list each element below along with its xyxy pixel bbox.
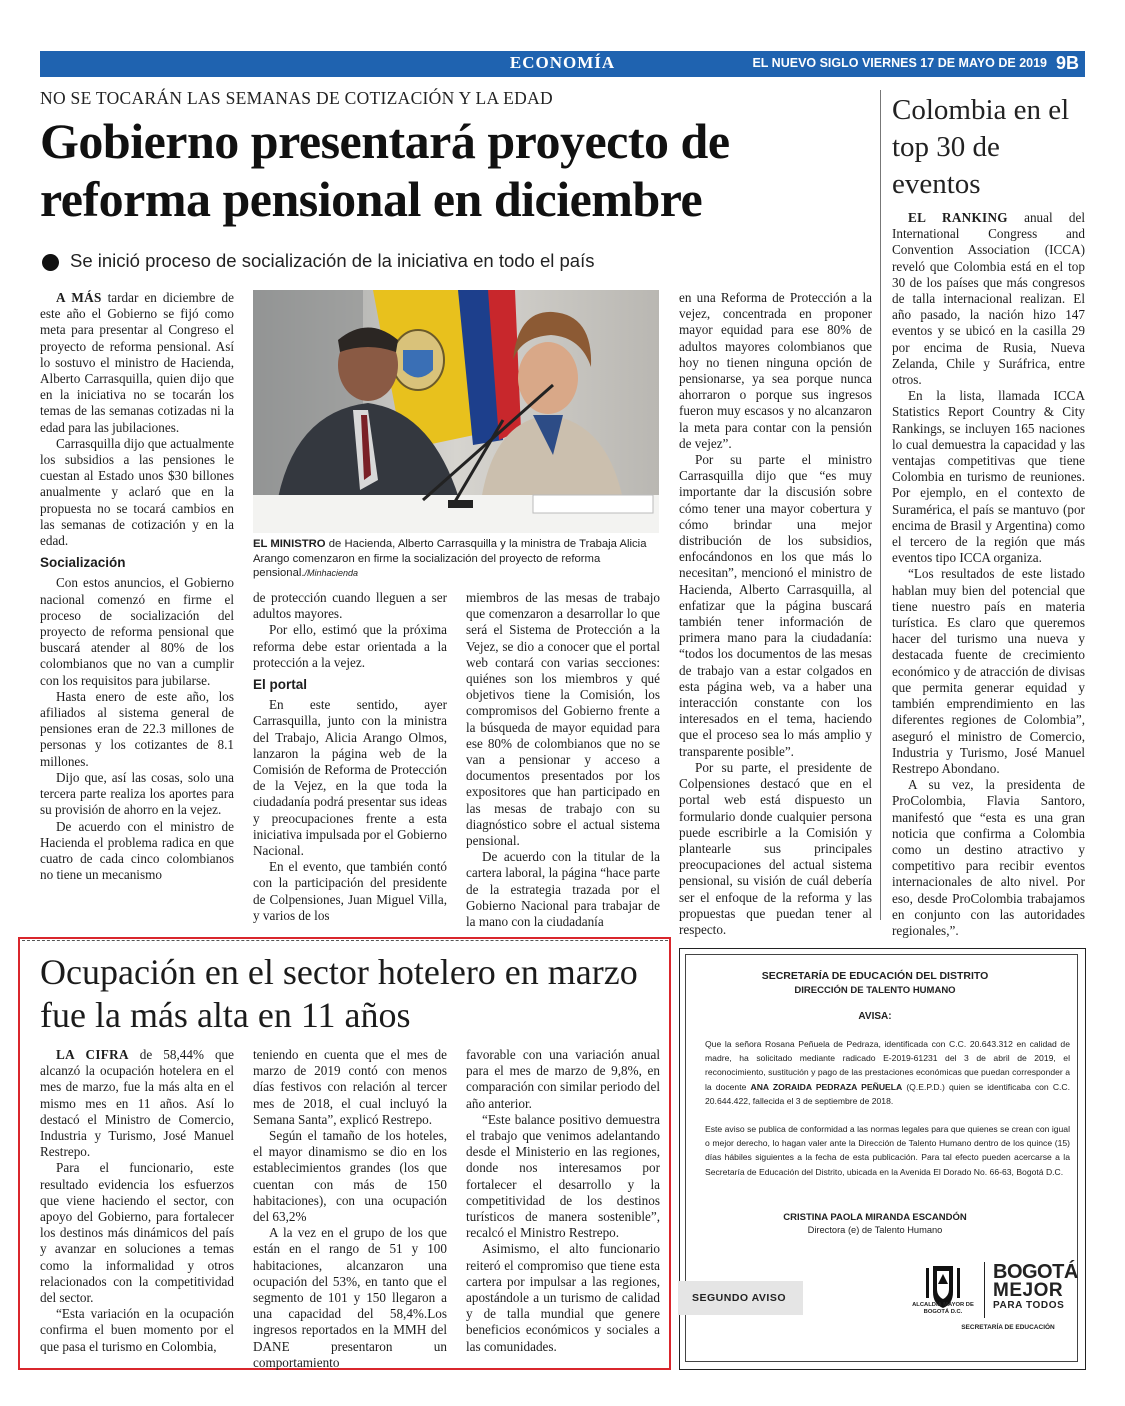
notice-paragraph-1 [705,1037,1070,1108]
ministers-photo-illustration [253,290,659,533]
notice-title: AVISA: [858,1011,892,1022]
main-headline: Gobierno presentará proyecto de reforma pensional en diciembre [40,113,730,227]
paragraph: Dijo que, así las cosas, solo una tercera parte realiza los aportes para su provisión de ahorro en la vejez. [40,769,234,818]
paragraph: “Este balance positivo demuestra el trabajo que venimos adelantando desde el Ministerio en las regiones, donde nos interesamos por fortalecer el desarrollo y la competitividad de los destinos turísticos de manera sostenible”, recalcó el Ministro Restrepo. [466,1111,660,1241]
hotel-column-2 [253,1047,447,1371]
subheading: El portal [253,677,308,693]
section-header-bar [40,51,1085,77]
paragraph: en una Reforma de Protección a la vejez, concentrada en proponer mayor equidad para ese 80% de adultos mayores colombianos que hoy no tienen ninguna opción de pensionarse, ya sea porque nunca ahorraron o porque sus ingresos fueron muy escasos y no alcanzaron la meta para contar con la pensión de vejez”. [679,290,872,451]
sidebar-headline: Colombia en el top 30 de eventos [892,94,1070,200]
paragraph: Por ello, estimó que la próxima reforma debe estar orientada a la protección a la vejez. [253,622,447,670]
notice-signer: CRISTINA PAOLA MIRANDA ESCANDÓN [783,1212,967,1223]
paragraph: tardar en diciembre de este año el Gobierno se fijó como meta para presentar al Congreso el proyecto de reforma pensional. Así lo sostuvo el ministro de Hacienda, Alberto Carrasquilla, quien dijo que en la iniciativa no se tocarán los temas de las semanas cotizadas ni la edad para las jubilaciones. [40,290,234,435]
section-name: ECONOMÍA [509,53,616,72]
alcaldia-label: ALCALDÍA MAYOR DE BOGOTÁ D.C. [912,1302,974,1315]
paragraph: Carrasquilla dijo que actualmente los subsidios a las pensiones le cuestan al Estado unos $30 billones anualmente y aclaró que en la propuesta no se tocará cambios en las semanas de cotización y en la edad. [40,435,234,549]
paragraph: de protección cuando lleguen a ser adultos mayores. [253,590,447,622]
paragraph: A la vez en el grupo de los que están en el rango de 51 y 100 habitaciones, alcanzaron una ocupación del 53%, en tanto que el segmento de 101 y 150 llegaron a una capacidad del 58,4%.Los ingresos reportados en la MMH del DANE presentaron un comportamiento [253,1225,447,1370]
paragraph: de 58,44% que alcanzó la ocupación hotelera en el mes de marzo, fue la más alta en el mismo mes en 11 años. Así lo destacó el Ministro de Comercio, Industria y Turismo, José Manuel Restrepo. [40,1047,234,1160]
paragraph: Hasta enero de este año, los afiliados al sistema general de pensiones eran de 22.3 millones de personas y los cotizantes de 8.1 millones. [40,688,234,769]
bogota-mejor-logo [993,1262,1083,1311]
notice-text: (Q.E.P.D.) quien se identificaba con C.C. 20.644.422, fallecida el 3 de septiembre de 2018. [705,1081,1070,1106]
lead-in: EL RANKING [908,210,1008,225]
paragraph: anual del International Congress and Convention Association (ICCA) reveló que Colombia está en el top 30 de los países que más congresos de talla internacional realizan. El año pasado, la nación hizo 147 eventos y se ubicó en la casilla 29 por encima de Rusia, Nueva Zelanda, Chile y Suráfrica, entre otros. [892,210,1086,388]
main-subhead: Se inició proceso de socialización de la iniciativa en todo el país [70,250,595,271]
paragraph: De acuerdo con el ministro de Hacienda el problema radica en que cuatro de cada cinco colombianos no tiene un mecanismo [40,818,234,883]
dashed-divider [22,940,668,941]
main-column-1 [40,290,234,883]
notice-signer-role: Directora (e) de Talento Humano [807,1225,943,1235]
sidebar-divider [880,90,881,920]
hotel-column-3 [466,1047,660,1355]
paragraph: “Los resultados de este listado hablan muy bien del potencial que tiene nuestro país en materia turística. Es claro que queremos hacer del turismo una nueva y destacada fuente de crecimiento económico y de atracción de divisas que permita generar equidad y también emprendimiento en las diferentes regiones de Colombia”, aseguró el ministro de Comercio, Industria y Turismo, José Manuel Restrepo Abondano. [892,566,1085,776]
paper-date: EL NUEVO SIGLO VIERNES 17 DE MAYO DE 2019 [752,56,1047,70]
paragraph: “Esta variación en la ocupación confirma el buen momento por el que pasa el turismo en Colombia, [40,1306,234,1354]
caption-lead: EL MINISTRO [253,538,326,550]
caption-text: de Hacienda, Alberto Carrasquilla y la ministra de Trabaja Alicia Arango comenzaron en firme la socialización del proyecto de reforma pensional. [253,538,647,579]
secretaria-label: SECRETARÍA DE EDUCACIÓN [961,1324,1055,1331]
sidebar-column [892,210,1085,939]
photo-caption [253,537,653,581]
logo-line-2: MEJOR [993,1280,1064,1301]
lead-in: LA CIFRA [56,1047,129,1062]
notice-department: DIRECCIÓN DE TALENTO HUMANO [794,985,956,996]
main-column-3 [466,590,660,930]
logo-line-3: PARA TODOS [993,1300,1065,1311]
paragraph: En este sentido, ayer Carrasquilla, junto con la ministra del Trabajo, Alicia Arango Olmos, lanzaron la página web de la Comisión de Reforma de Protección de la Vejez, en la que toda la ciudadanía podrá presentar sus ideas y preocupaciones frente a esta iniciativa impulsada por el Gobierno Nacional. [253,697,447,859]
hotel-column-1 [40,1047,234,1355]
paragraph: Por su parte el ministro Carrasquilla dijo que “es muy importante dar la discusión sobre cómo tener una mayor cobertura y cómo brindar una mejor distribución de los subsidios, enfocándonos en los que más lo necesitan”, mencionó el ministro de Hacienda, Alberto Carrasquilla, al enfatizar que la página buscará también tener información de primera mano para la ciudadanía: “todos los documentos de las mesas de trabajo van a estar colgados en esta página web, va a haber una interacción constante con los interesados en el tema, haciendo que el proceso sea lo más amplio y transparente posible”. [679,452,872,759]
paragraph: Con estos anuncios, el Gobierno nacional comenzó en firme el proceso de socialización del proyecto de reforma pensional que buscará atender al 80% de los colombianos que no van a cumplir con los requisitos para jubilarse. [40,575,234,688]
main-column-4 [679,290,872,938]
subheading: Socialización [40,555,126,571]
paragraph: Según el tamaño de los hoteles, el mayor dinamismo se dio en los establecimientos grandes (los que cuentan con más de 150 habitaciones), con una ocupación del 63,2% [253,1128,447,1225]
logo-divider [984,1262,985,1318]
paragraph: teniendo en cuenta que el mes de marzo de 2019 contó con menos días festivos con relación al tercer mes de 2018, el cual incluyó la Semana Santa”, explicó Restrepo. [253,1047,447,1127]
paragraph: En el evento, que también contó con la participación del presidente de Colpensiones, Juan Miguel Villa, y varios de los [253,859,447,923]
notice-name: ANA ZORAIDA PEDRAZA PEÑUELA [750,1081,903,1092]
photo-credit: /Minhacienda [304,568,359,578]
logo-line-1: BOGOTÁ [993,1261,1078,1283]
notice-organization: SECRETARÍA DE EDUCACIÓN DEL DISTRITO [761,970,989,982]
paragraph: Para el funcionario, este resultado evidencia los esfuerzos que viene haciendo el sector, con apoyo del Gobierno, para fortalecer los destinos más dinámicos del país y avanzar en soluciones a temas como la informalidad y otros relacionados con la competitividad del sector. [40,1160,234,1306]
article-photo [253,290,659,533]
paragraph: A su vez, la presidenta de ProColombia, Flavia Santoro, manifestó que “esta es una gran noticia que confirma a Colombia como un destino atractivo y competitivo para recibir eventos internacionales de alto nivel. Por eso, desde ProColombia trabajamos en conjunto con las autoridades regionales,”. [892,777,1085,938]
page-number: 9B [1055,53,1079,73]
main-column-2 [253,590,447,924]
paragraph: favorable con una variación anual para el mes de marzo de 9,8%, en comparación con similar periodo del año anterior. [466,1047,660,1111]
second-notice-label [678,1281,803,1315]
paragraph: Asimismo, el alto funcionario reiteró el compromiso que tiene esta cartera por impulsar a las regiones, apostándole a un turismo de calidad y de talla mundial que genere beneficios económicos y sociales a las comunidades. [466,1241,660,1354]
second-notice-text: SEGUNDO AVISO [692,1292,787,1304]
main-kicker: NO SE TOCARÁN LAS SEMANAS DE COTIZACIÓN Y LA EDAD [40,88,553,108]
hotel-headline: Ocupación en el sector hotelero en marzo fue la más alta en 11 años [40,952,638,1035]
paragraph: De acuerdo con la titular de la cartera laboral, la página “hace parte de la estrategia trazada por el Gobierno Nacional para trabajar de la mano con la ciudadanía [466,849,660,930]
paragraph: En la lista, llamada ICCA Statistics Report Country & City Rankings, se incluyen 165 naciones lo cual demuestra la capacidad y las ventajas competitivas que tiene Colombia en turismo de reuniones. Por ejemplo, en el contexto de Suramérica, el país se mantuvo (por encima de Brasil y Argentina) como el tercero de la región que más eventos tipo ICCA organiza. [892,388,1085,566]
paragraph: Por su parte, el presidente de Colpensiones destacó que en el portal web está dispuesto un formulario donde cualquier persona puede escribirle a la Comisión y plantearle sus principales preocupaciones del actual sistema pensional, su visión de cuál debería ser el enfoque de la reforma y las propuestas que puedan tener al respecto. [679,759,872,937]
notice-text: Que la señora Rosana Peñuela de Pedraza, identificada con C.C. 20.643.312 en calidad de madre, ha solicitado mediante radicado E-2019-61231 del 3 de abril de 2019, el reconocimiento, sustitución y pago de las prestaciones económicas que puedan corresponder a la docente [705,1039,1070,1092]
notice-paragraph-2: Este aviso se publica de conformidad a las normas legales para que quienes se crean con igual o mejor derecho, lo hagan valer ante la Dirección de Talento Humano dentro de los quince (15) días hábiles siguientes a la fecha de esta publicación. Para tal efecto pueden acercarse a la Secretaría de Educación del Distrito, ubicada en la Avenida El Dorado No. 66-63, Bogotá D.C. [705,1124,1070,1177]
paragraph: miembros de las mesas de trabajo que comenzaron a desarrollar lo que será el Sistema de Protección a la Vejez, se dio a conocer que el portal web contará con varias secciones: quiénes son los miembros y qué objetivos tiene la Comisión, los compromisos del Gobierno frente a la búsqueda de mayor equidad para ese 80% de colombianos que no se van a pensionar y acceso a documentos presentados por los expositores que han participado en las mesas de trabajo con su diagnóstico sobre el actual sistema pensional. [466,590,660,849]
bullet-icon [42,254,59,271]
lead-in: A MÁS [56,290,102,305]
